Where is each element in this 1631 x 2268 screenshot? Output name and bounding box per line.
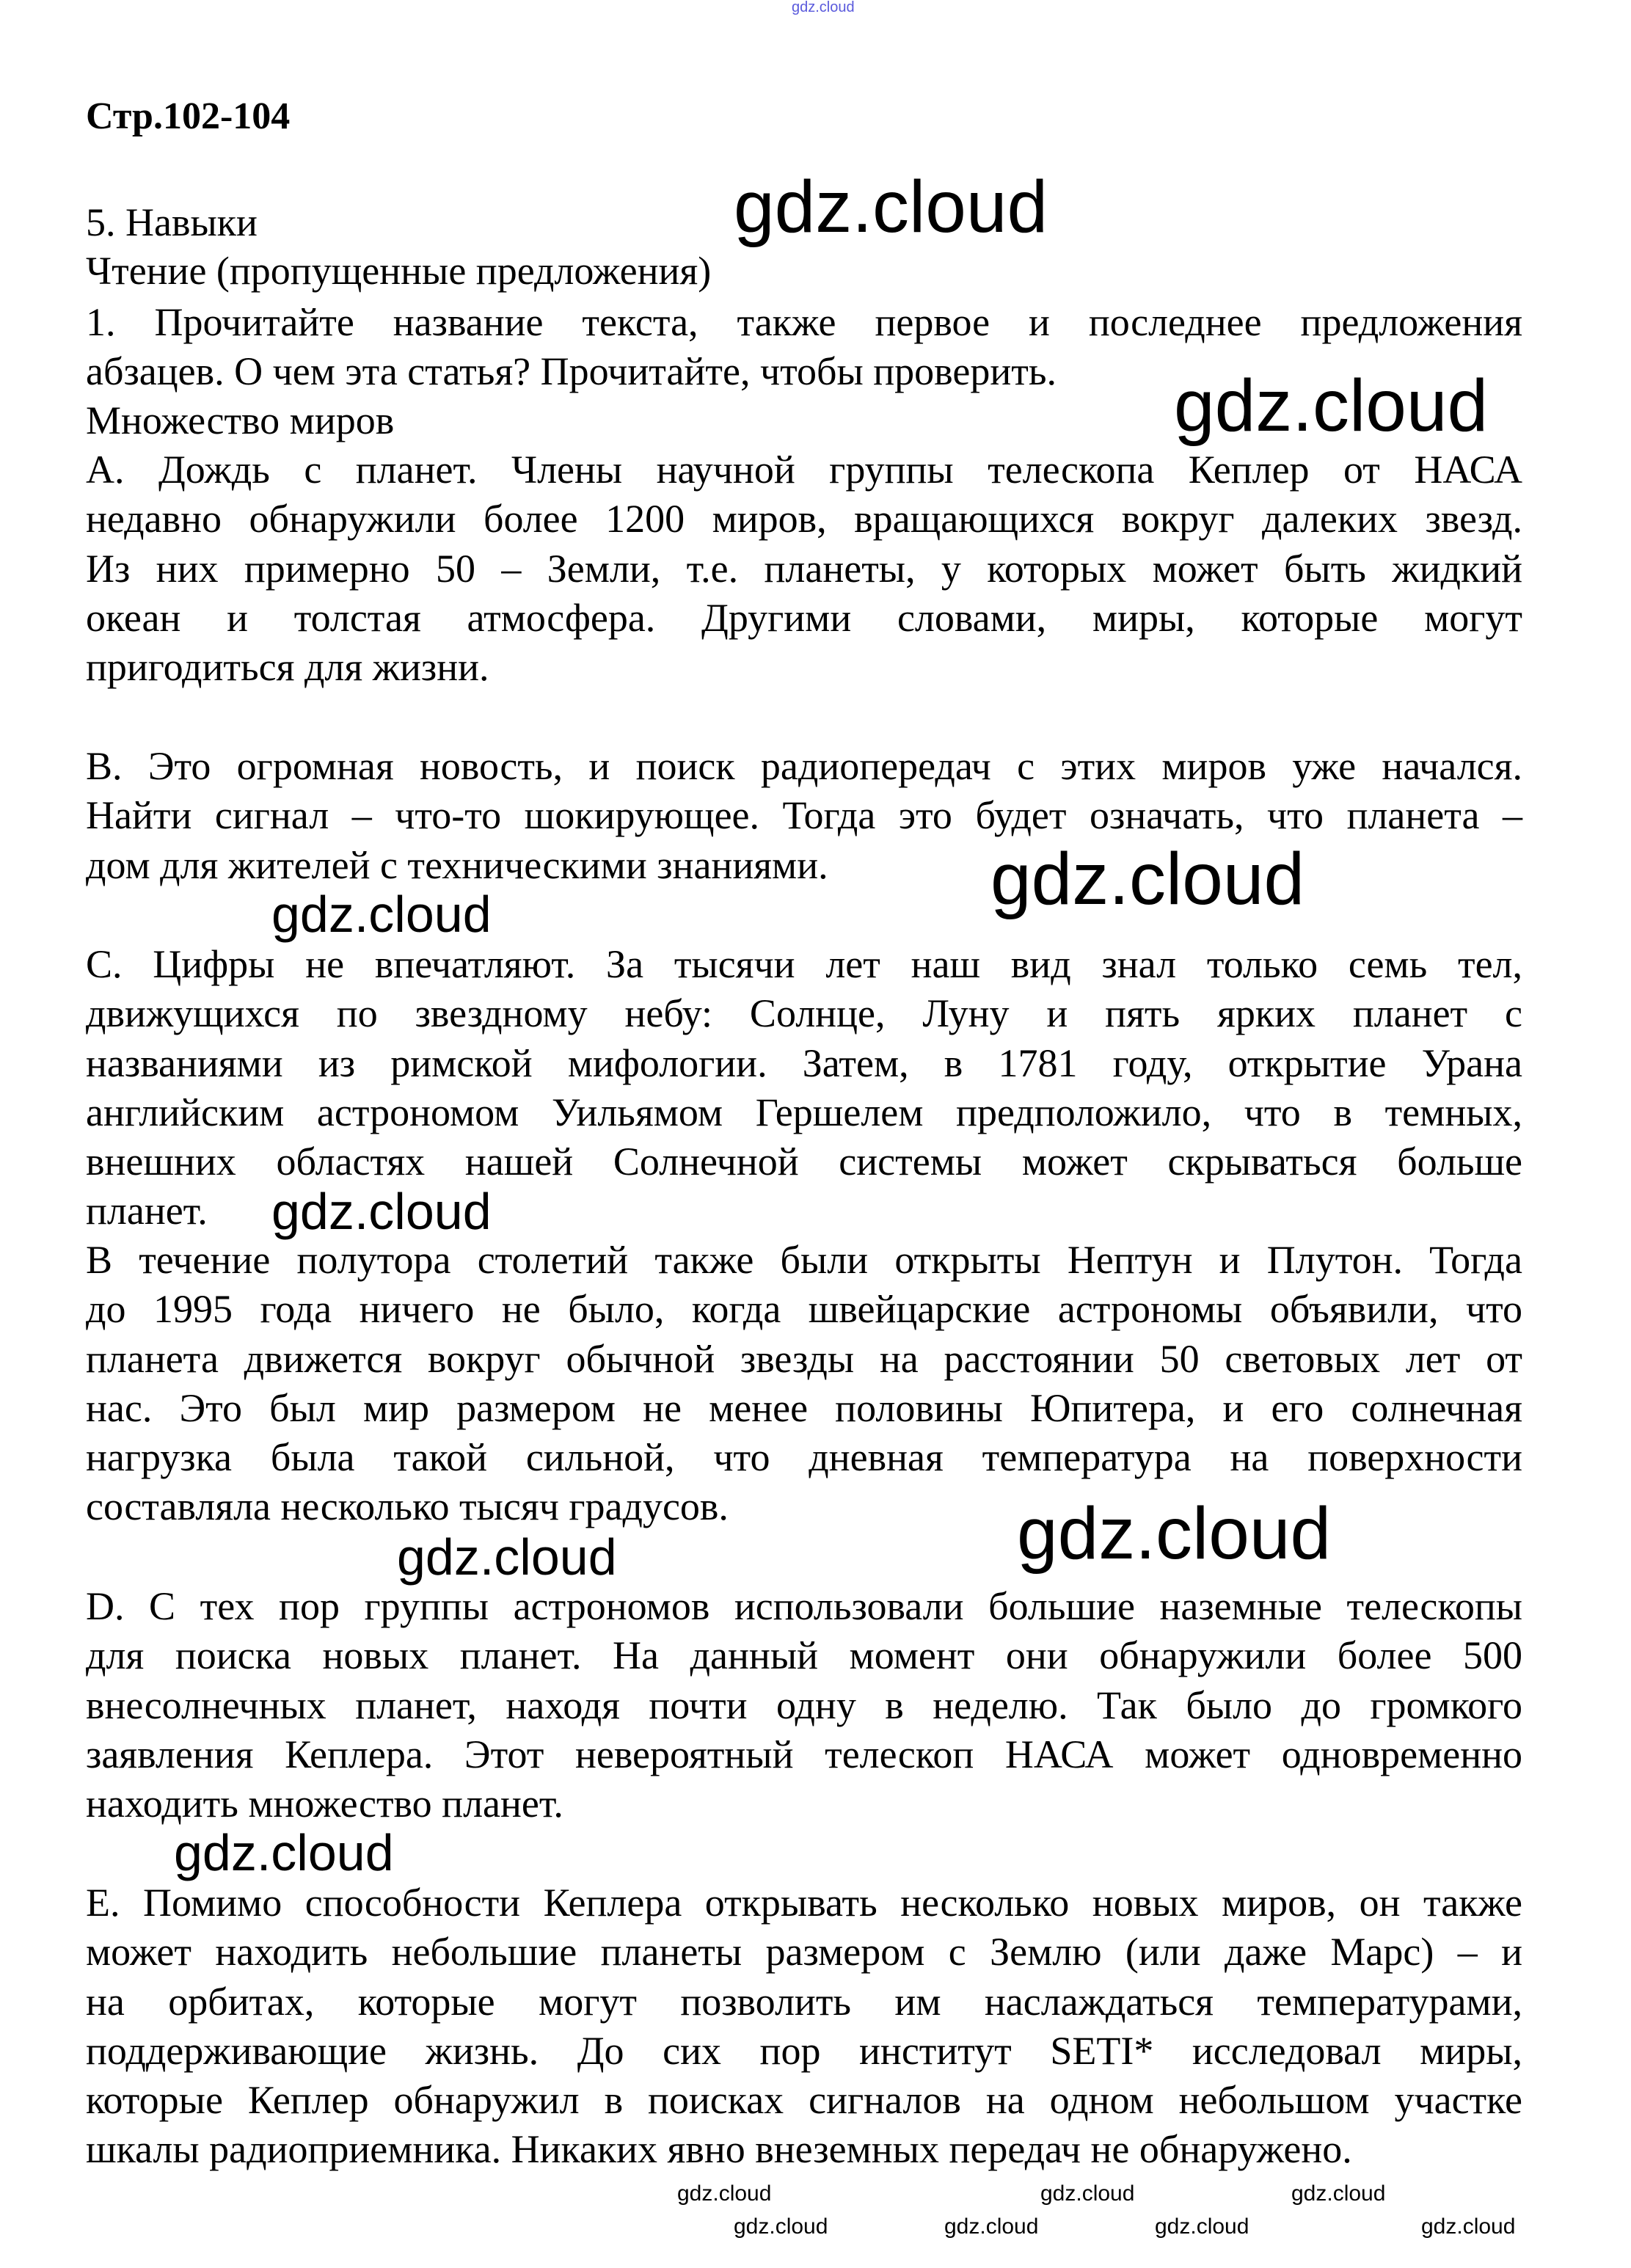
watermark: gdz.cloud: [944, 2214, 1039, 2239]
watermark: gdz.cloud: [1421, 2214, 1516, 2239]
article-title-label: Множество миров: [86, 398, 395, 442]
watermark: gdz.cloud: [990, 838, 1305, 920]
text-line: пригодиться для жизни.: [86, 645, 489, 690]
text-line: Найти сигнал – что-то шокирующее. Тогда это будет означать, что планета –: [86, 793, 1522, 838]
text-line: планет.: [86, 1189, 208, 1233]
text-line: на орбитах, которые могут позволить им наслаждаться температурами,: [86, 1979, 1522, 2024]
text-line: Из них примерно 50 – Земли, т.е. планеты, у которых может быть жидкий: [86, 546, 1522, 591]
watermark: gdz.cloud: [792, 0, 855, 15]
text-line: названиями из римской мифологии. Затем, в 1781 году, открытие Урана: [86, 1040, 1522, 1085]
text-line: В течение полутора столетий также были открыты Нептун и Плутон. Тогда: [86, 1238, 1522, 1282]
text-line: нас. Это был мир размером не менее половины Юпитера, и его солнечная: [86, 1385, 1522, 1430]
text-line: 1. Прочитайте название текста, также первое и последнее предложения: [86, 300, 1522, 344]
section-label: 5. Навыки: [86, 200, 258, 244]
watermark: gdz.cloud: [271, 1183, 492, 1240]
text-line: шкалы радиоприемника. Никаких явно внеземных передач не обнаружено.: [86, 2127, 1352, 2172]
text-line: внесолнечных планет, находя почти одну в неделю. Так было до громкого: [86, 1682, 1522, 1727]
watermark: gdz.cloud: [1040, 2181, 1135, 2206]
text-line: поддерживающие жизнь. До сих пор институт SETI* исследовал миры,: [86, 2028, 1522, 2073]
text-line: океан и толстая атмосфера. Другими словами, миры, которые могут: [86, 595, 1522, 640]
text-line: дом для жителей с техническими знаниями.: [86, 842, 828, 887]
watermark: gdz.cloud: [397, 1528, 617, 1586]
text-line: заявления Кеплера. Этот невероятный телескоп НАСА может одновременно: [86, 1732, 1522, 1776]
subsection-label: Чтение (пропущенные предложения): [86, 249, 712, 293]
text-line: которые Кеплер обнаружил в поисках сигналов на одном небольшом участке: [86, 2078, 1522, 2123]
watermark: gdz.cloud: [1155, 2214, 1249, 2239]
paragraph-b: [86, 742, 1522, 890]
text-line: английским астрономом Уильямом Гершелем предположило, что в темных,: [86, 1090, 1522, 1134]
text-line: для поиска новых планет. На данный момент они обнаружили более 500: [86, 1633, 1522, 1678]
paragraph-d: [86, 1582, 1522, 1828]
text-line: B. Это огромная новость, и поиск радиопередач с этих миров уже начался.: [86, 744, 1522, 788]
paragraph-a: [86, 445, 1522, 692]
text-line: нагрузка была такой сильной, что дневная температура на поверхности: [86, 1435, 1522, 1480]
text-line: A. Дождь с планет. Члены научной группы телескопа Кеплер от НАСА: [86, 448, 1522, 492]
text-line: находить множество планет.: [86, 1782, 563, 1826]
text-line: E. Помимо способности Кеплера открывать несколько новых миров, он также: [86, 1881, 1522, 1925]
text-line: составляла несколько тысяч градусов.: [86, 1484, 729, 1529]
text-line: D. С тех пор группы астрономов использовали большие наземные телескопы: [86, 1584, 1522, 1628]
watermark: gdz.cloud: [734, 166, 1048, 248]
text-line: движущихся по звездному небу: Солнце, Луну и пять ярких планет с: [86, 991, 1522, 1036]
watermark: gdz.cloud: [174, 1824, 394, 1881]
watermark: gdz.cloud: [677, 2181, 772, 2206]
watermark: gdz.cloud: [271, 886, 492, 943]
paragraph-e: [86, 1878, 1522, 2175]
subsection-heading: [86, 247, 1522, 296]
text-line: C. Цифры не впечатляют. За тысячи лет наш вид знал только семь тел,: [86, 942, 1522, 986]
watermark: gdz.cloud: [734, 2214, 828, 2239]
paragraph-c-continued: [86, 1236, 1522, 1532]
text-line: абзацев. О чем эта статья? Прочитайте, чтобы проверить.: [86, 349, 1057, 394]
watermark: gdz.cloud: [1174, 365, 1489, 447]
text-line: внешних областях нашей Солнечной системы может скрываться больше: [86, 1140, 1522, 1184]
page-title: Стр.102-104: [86, 95, 291, 137]
text-line: может находить небольшие планеты размером с Землю (или даже Марс) – и: [86, 1930, 1522, 1975]
text-line: до 1995 года ничего не было, когда швейцарские астрономы объявили, что: [86, 1287, 1522, 1332]
watermark: gdz.cloud: [1017, 1492, 1332, 1575]
text-line: планета движется вокруг обычной звезды на расстоянии 50 световых лет от: [86, 1336, 1522, 1381]
watermark: gdz.cloud: [1291, 2181, 1386, 2206]
text-line: недавно обнаружили более 1200 миров, вращающихся вокруг далеких звезд.: [86, 497, 1522, 542]
